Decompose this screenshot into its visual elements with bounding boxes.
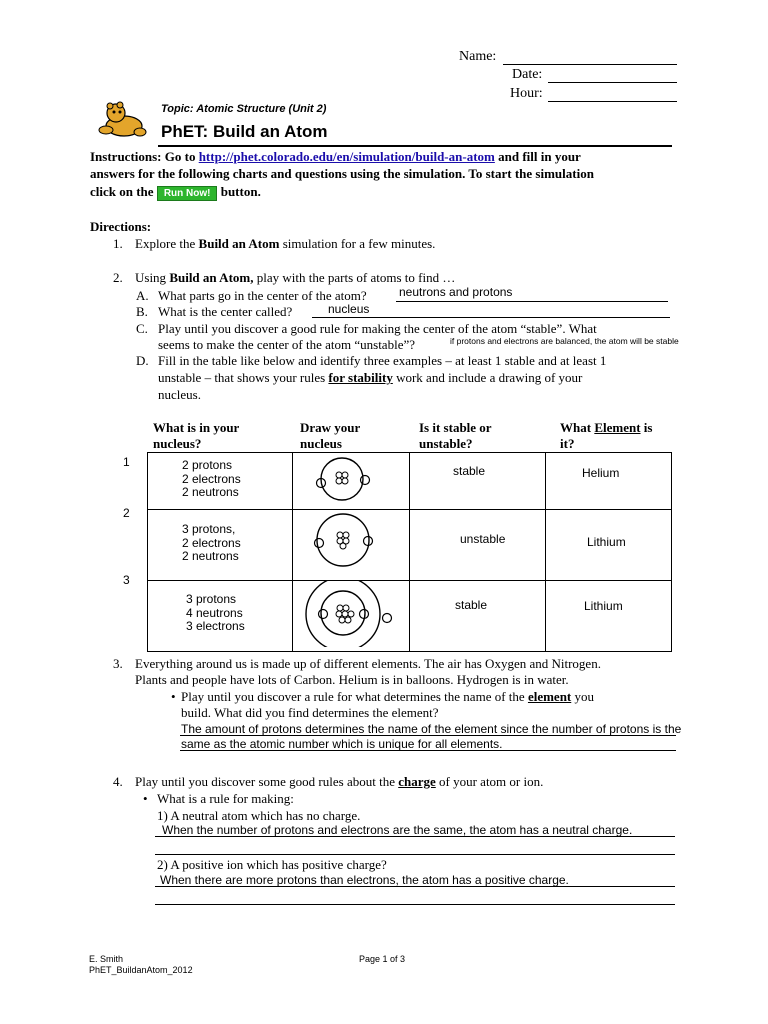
row3-element: Lithium	[584, 599, 623, 613]
question-d-text-2	[158, 370, 582, 386]
col-header-contents-line1: What is in your	[153, 420, 240, 435]
col-header-contents-line2: nucleus?	[153, 436, 202, 451]
page-title: PhET: Build an Atom	[161, 122, 328, 141]
question-4-answer2-line2[interactable]	[155, 891, 675, 905]
footer-page-number: Page 1 of 3	[359, 954, 406, 964]
question-b-text: What is the center called?	[158, 304, 293, 319]
direction-1-bold: Build an Atom	[198, 236, 280, 251]
question-b-label: B.	[136, 304, 148, 319]
question-c-answer: if protons and electrons are balanced, the atom will be stable	[450, 336, 679, 346]
direction-2-text	[135, 270, 455, 286]
question-3-answer1: The amount of protons determines the name of the element since the number of protons is the	[181, 722, 682, 736]
row3-content-3: 3 electrons	[186, 619, 245, 633]
date-field[interactable]	[548, 81, 677, 83]
directions-heading: Directions:	[90, 219, 152, 234]
question-4-part-a: Play until you discover some good rules about the	[135, 774, 399, 789]
instructions-line3	[90, 184, 261, 201]
row-number-2: 2	[123, 506, 130, 520]
direction-2-bold: Build an Atom,	[169, 270, 254, 285]
col-header-drawing-line2: nucleus	[300, 436, 342, 451]
cell-element[interactable]	[546, 453, 672, 510]
question-c-text-2: seems to make the center of the atom “unstable”?	[158, 337, 416, 352]
row-number-3: 3	[123, 573, 130, 587]
nucleus-drawing-3	[293, 581, 409, 647]
instructions-suffix: and fill in your	[494, 149, 581, 164]
cell-stability[interactable]	[410, 581, 546, 652]
question-4-part-c: of your atom or ion.	[435, 774, 544, 789]
bullet-dot: •	[143, 791, 148, 806]
name-field[interactable]	[503, 63, 677, 65]
cell-stability[interactable]	[410, 453, 546, 510]
nucleus-table	[147, 452, 672, 652]
row-number-1: 1	[123, 455, 130, 469]
question-a-label: A.	[136, 288, 149, 303]
question-c-label: C.	[136, 321, 148, 336]
question-3-bullet-line2: build. What did you find determines the element?	[181, 705, 439, 720]
date-label: Date:	[512, 67, 543, 82]
name-label: Name:	[459, 49, 497, 64]
question-4-number: 4.	[113, 774, 123, 789]
direction-1-part-a: Explore the	[135, 236, 199, 251]
question-4-answer2: When there are more protons than electrons, the atom has a positive charge.	[160, 873, 569, 887]
bullet-dot: •	[171, 689, 176, 704]
row2-element: Lithium	[587, 535, 626, 549]
row2-content-2: 2 electrons	[182, 535, 241, 550]
row3-stability: stable	[455, 598, 488, 612]
question-3-line2: Plants and people have lots of Carbon. Helium is in balloons. Hydrogen is in water.	[135, 672, 569, 687]
question-4-answer1: When the number of protons and electrons are the same, the atom has a neutral charge.	[162, 823, 633, 837]
question-4-answer1-line2[interactable]	[155, 841, 675, 855]
cell-contents[interactable]	[148, 581, 293, 652]
question-3-line1: Everything around us is made up of different elements. The air has Oxygen and Nitrogen.	[135, 656, 601, 671]
hour-label: Hour:	[510, 86, 543, 101]
cell-stability[interactable]	[410, 510, 546, 581]
col-header-stability	[419, 420, 492, 452]
question-4-line1	[135, 774, 543, 790]
row1-element: Helium	[582, 466, 620, 480]
question-d-label: D.	[136, 353, 149, 368]
question-d-text-1: Fill in the table like below and identify three examples – at least 1 stable and at least 1	[158, 353, 607, 368]
title-rule	[158, 145, 672, 147]
row3-content-1: 3 protons	[186, 592, 237, 606]
question-a-text: What parts go in the center of the atom?	[158, 288, 367, 303]
col-header-drawing-line1: Draw your	[300, 420, 361, 435]
col-header-element-keyword: Element	[594, 420, 641, 435]
row1-content-3: 2 neutrons	[182, 485, 239, 499]
question-3-answer2: same as the atomic number which is unique for all elements.	[181, 737, 503, 751]
col-header-element	[560, 420, 652, 452]
table-row	[148, 581, 672, 652]
phet-logo	[96, 100, 148, 140]
cell-contents[interactable]	[148, 510, 293, 581]
question-3-bullet	[181, 689, 594, 705]
question-3-bullet-part-a: Play until you discover a rule for what determines the name of the	[181, 689, 528, 704]
question-4-sub1: 1) A neutral atom which has no charge.	[157, 808, 361, 823]
instructions-prefix: Instructions: Go to	[90, 149, 199, 164]
col-header-element-part-a: What	[560, 420, 595, 435]
row1-stability: stable	[453, 464, 486, 478]
row2-stability: unstable	[460, 532, 506, 546]
question-4-sub2: 2) A positive ion which has positive charge?	[157, 857, 387, 872]
cell-element[interactable]	[546, 510, 672, 581]
cell-drawing[interactable]	[293, 510, 410, 581]
direction-2-number: 2.	[113, 270, 123, 285]
direction-1-number: 1.	[113, 236, 123, 251]
question-a-answer: neutrons and protons	[399, 285, 513, 299]
instructions-line2: answers for the following charts and questions using the simulation. To start the simulation	[90, 166, 594, 181]
question-4-bullet: What is a rule for making:	[157, 791, 294, 806]
run-now-button[interactable]: Run Now!	[157, 186, 218, 201]
question-d-bold: for stability	[328, 370, 393, 385]
direction-2-part-c: play with the parts of atoms to find …	[253, 270, 456, 285]
row2-content-3: 2 neutrons	[182, 549, 239, 563]
topic: Topic: Atomic Structure (Unit 2)	[161, 103, 327, 115]
direction-2-part-a: Using	[135, 270, 170, 285]
question-4-bold: charge	[398, 774, 436, 789]
col-header-element-part-c: is	[640, 420, 653, 435]
cell-element[interactable]	[546, 581, 672, 652]
col-header-element-line2: it?	[560, 436, 575, 451]
question-3-number: 3.	[113, 656, 123, 671]
question-d-text-3: nucleus.	[158, 387, 201, 402]
question-d-part-a: unstable – that shows your rules	[158, 370, 329, 385]
row1-content-1: 2 protons	[182, 458, 233, 472]
footer-author: E. Smith	[89, 954, 124, 964]
instructions-line3-start: click on the	[90, 184, 154, 199]
row2-content-1: 3 protons,	[182, 522, 236, 536]
table-row	[148, 510, 672, 581]
hour-field[interactable]	[548, 100, 677, 102]
question-3-bullet-bold: element	[527, 689, 572, 704]
footer-filename: PhET_BuildanAtom_2012	[89, 965, 193, 975]
cell-drawing[interactable]	[293, 453, 410, 510]
nucleus-drawing-2	[293, 510, 409, 576]
table-row	[148, 453, 672, 510]
question-3-bullet-part-c: you	[571, 689, 594, 704]
row1-content-2: 2 electrons	[182, 471, 241, 486]
row3-content-2: 4 neutrons	[186, 605, 243, 620]
cell-contents[interactable]	[148, 453, 293, 510]
simulation-link[interactable]: http://phet.colorado.edu/en/simulation/build-an-atom	[198, 149, 495, 164]
nucleus-drawing-1	[293, 453, 409, 505]
col-header-stability-line1: Is it stable or	[419, 420, 492, 435]
cell-drawing[interactable]	[293, 581, 410, 652]
col-header-stability-line2: unstable?	[419, 436, 473, 451]
direction-1-text	[135, 236, 435, 252]
col-header-contents	[153, 420, 239, 452]
direction-1-part-c: simulation for a few minutes.	[279, 236, 436, 251]
instructions-line3-end: button.	[220, 184, 261, 199]
instructions-line1	[90, 149, 581, 165]
question-b-answer: nucleus	[328, 302, 370, 316]
question-d-part-c: work and include a drawing of your	[392, 370, 583, 385]
question-c-text-1: Play until you discover a good rule for making the center of the atom “stable”. What	[158, 321, 597, 336]
col-header-drawing	[300, 420, 360, 452]
